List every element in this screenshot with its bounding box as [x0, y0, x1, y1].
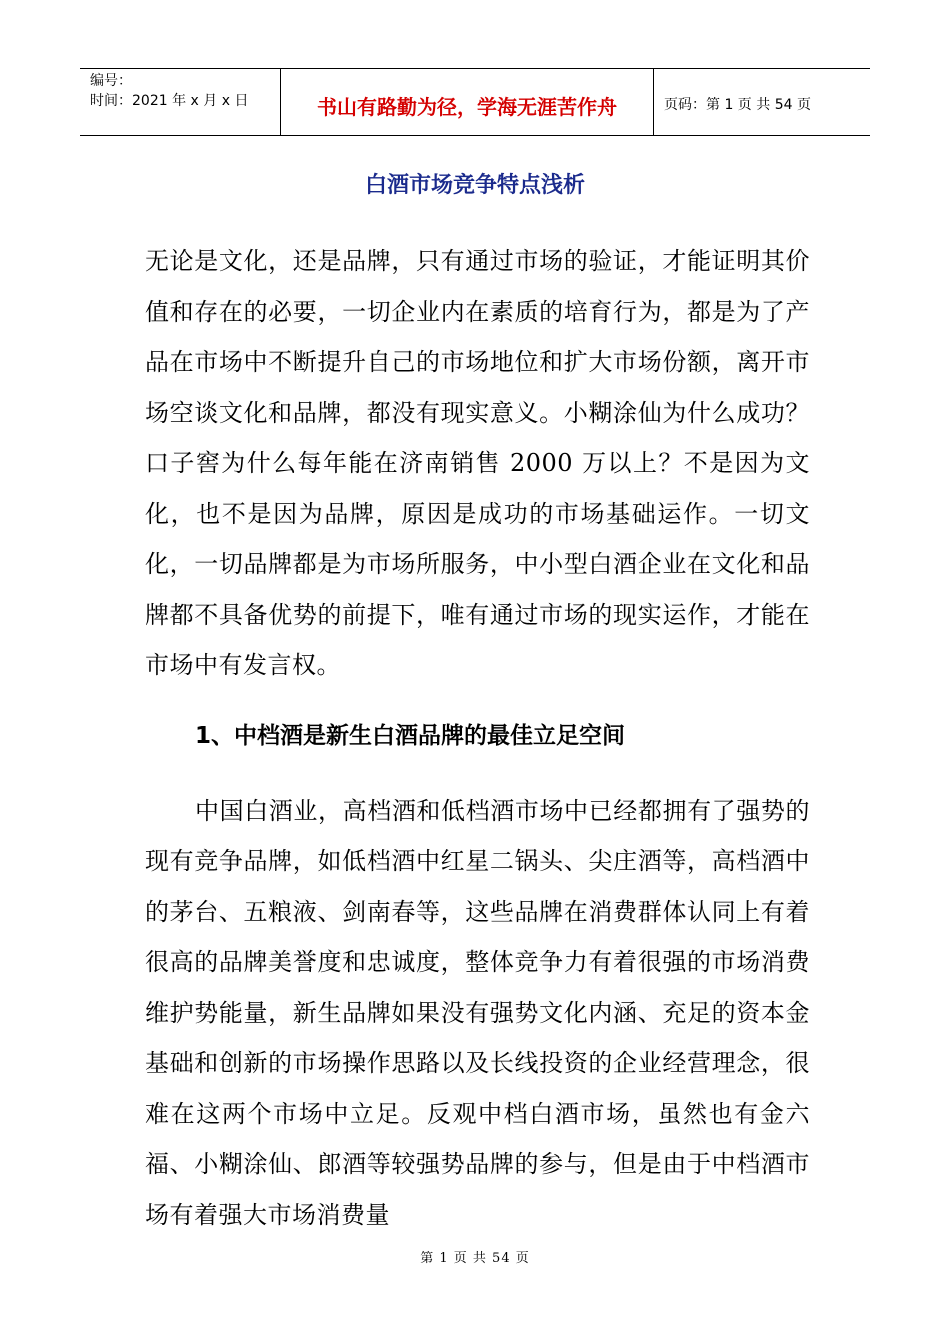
- header-meta: [80, 69, 281, 135]
- document-title: 白酒市场竞争特点浅析: [364, 173, 585, 198]
- section-heading: 1、中档酒是新生白酒品牌的最佳立足空间: [195, 722, 626, 749]
- document-body: [145, 236, 810, 1240]
- document-date: 时间：2021 年 x 月 x 日: [90, 93, 249, 109]
- header-page-info: 页码：第 1 页 共 54 页: [664, 97, 811, 113]
- section-paragraph: 中国白酒业，高档酒和低档酒市场中已经都拥有了强势的现有竞争品牌，如低档酒中红星二锅头、尖庄酒等，高档酒中的茅台、五粮液、剑南春等，这些品牌在消费群体认同上有着很高的品牌美誉度和忠诚度，整体竞争力有着很强的市场消费维护势能量，新生品牌如果没有强势文化内涵、充足的资本金基础和创新的市场操作思路以及长线投资的企业经营理念，很难在这两个市场中立足。反观中档白酒市场，虽然也有金六福、小糊涂仙、郎酒等较强势品牌的参与，但是由于中档酒市场有着强大市场消费量: [145, 796, 810, 1229]
- page-header: [80, 68, 870, 136]
- header-motto: 书山有路勤为径，学海无涯苦作舟: [281, 69, 654, 135]
- document-number-label: 编号：: [90, 73, 132, 89]
- intro-paragraph: 无论是文化，还是品牌，只有通过市场的验证，才能证明其价值和存在的必要，一切企业内在素质的培育行为，都是为了产品在市场中不断提升自己的市场地位和扩大市场份额，离开市场空谈文化和品牌，都没有现实意义。小糊涂仙为什么成功？口子窖为什么每年能在济南销售 2000 万以上？不是因为文化，也不是因为品牌，原因是成功的市场基础运作。一切文化，一切品牌都是为市场所服务，中小型白酒企业在文化和品牌都不具备优势的前提下，唯有通过市场的现实运作，才能在市场中有发言权。: [145, 247, 810, 679]
- page-footer: 第 1 页 共 54 页: [420, 1251, 530, 1266]
